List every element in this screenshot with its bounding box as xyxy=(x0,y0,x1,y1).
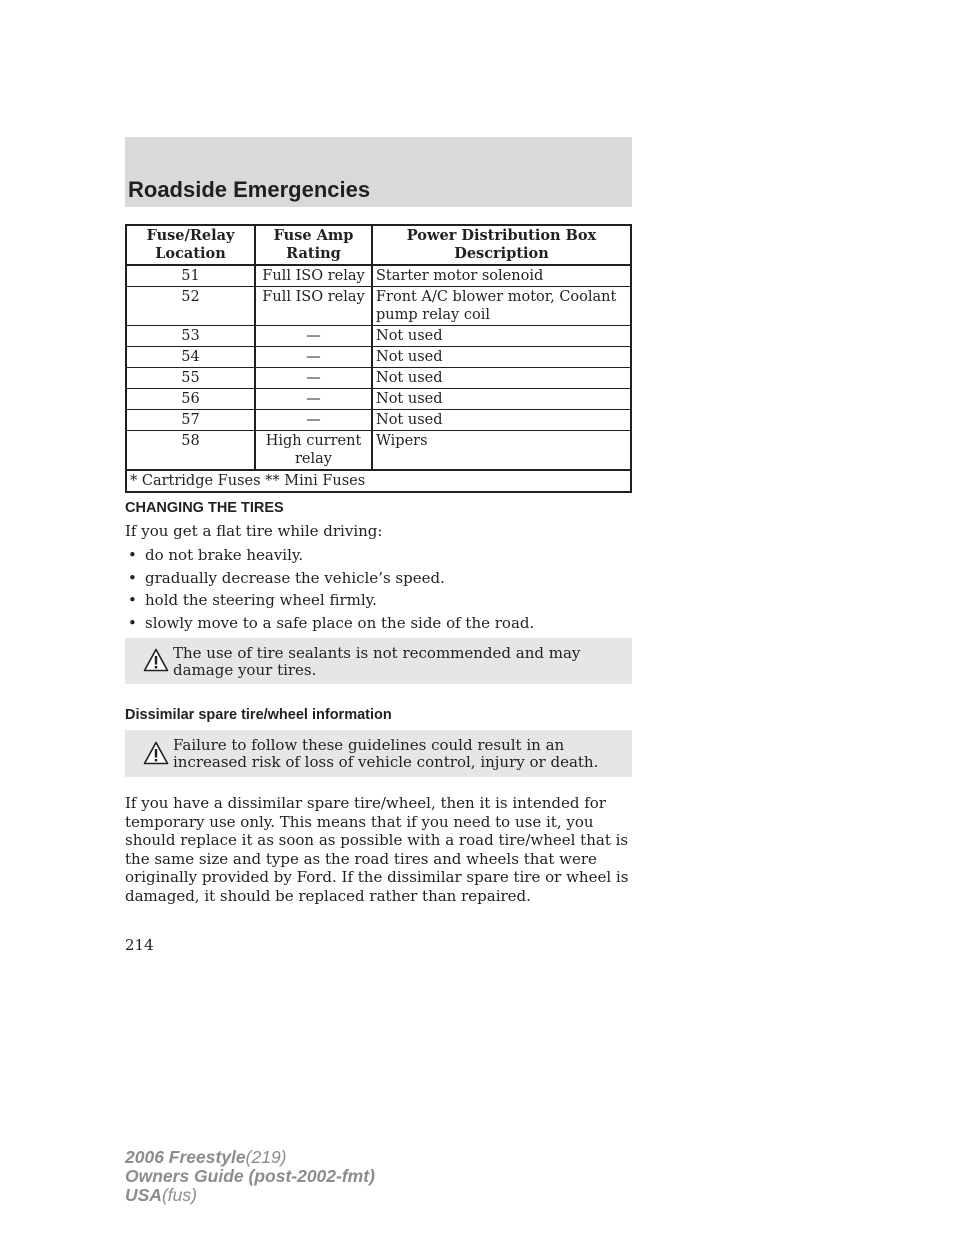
table-row xyxy=(126,326,631,347)
warning-text: Failure to follow these guidelines could result in an increased risk of loss of vehicle control, injury or death. xyxy=(173,736,599,771)
cell-rating: — xyxy=(255,368,372,389)
table-row xyxy=(126,389,631,410)
table-footnote-row xyxy=(126,470,631,492)
cell-rating: High current relay xyxy=(255,431,372,471)
cell-location: 51 xyxy=(126,265,255,287)
col-header-description: Power Distribution Box Description xyxy=(372,225,631,265)
footer-page-code: (219) xyxy=(245,1147,287,1167)
cell-location: 58 xyxy=(126,431,255,471)
bullet-icon: • xyxy=(128,568,137,587)
bullet-icon: • xyxy=(128,613,137,632)
table-row xyxy=(126,410,631,431)
cell-location: 54 xyxy=(126,347,255,368)
section-heading-changing-tires: CHANGING THE TIRES xyxy=(125,500,284,516)
bullet-icon: • xyxy=(128,591,137,609)
table-row xyxy=(126,368,631,389)
section-heading-spare: Dissimilar spare tire/wheel information xyxy=(125,707,392,723)
cell-description: Not used xyxy=(372,368,631,389)
cell-location: 56 xyxy=(126,389,255,410)
cell-location: 53 xyxy=(126,326,255,347)
footer-model: 2006 Freestyle xyxy=(125,1147,246,1167)
section-header-band xyxy=(125,137,632,207)
cell-description: Not used xyxy=(372,326,631,347)
cell-location: 52 xyxy=(126,287,255,326)
cell-description: Starter motor solenoid xyxy=(372,265,631,287)
cell-rating: — xyxy=(255,389,372,410)
warning-triangle-icon xyxy=(143,648,169,672)
cell-rating: Full ISO relay xyxy=(255,287,372,326)
list-item xyxy=(125,591,534,614)
cell-rating: — xyxy=(255,326,372,347)
list-item-text: do not brake heavily. xyxy=(145,546,304,564)
cell-description: Not used xyxy=(372,389,631,410)
paragraph-spare-body: If you have a dissimilar spare tire/wheel, then it is intended for temporary use only. This means that if you need to use it, you should replace it as soon as possible with a road tire/wheel that is the same size and type as the road tires and wheels that were originally provided by Ford. If the dissimilar spare tire or wheel is damaged, it should be replaced rather than repaired. xyxy=(125,794,629,905)
footer-guide: Owners Guide (post-2002-fmt) xyxy=(125,1166,375,1186)
bullet-icon: • xyxy=(128,546,137,564)
footer-market: USA xyxy=(125,1185,162,1205)
section-title: Roadside Emergencies xyxy=(128,177,371,202)
col-header-location: Fuse/Relay Location xyxy=(126,225,255,265)
cell-location: 55 xyxy=(126,368,255,389)
footer-market-code: (fus) xyxy=(161,1185,197,1205)
warning-triangle-icon xyxy=(143,741,169,765)
col-header-rating: Fuse Amp Rating xyxy=(255,225,372,265)
list-item-text: hold the steering wheel firmly. xyxy=(145,591,377,609)
warning-box-sealants xyxy=(125,638,632,684)
list-item xyxy=(125,569,534,592)
table-row xyxy=(126,347,631,368)
table-footnote: * Cartridge Fuses ** Mini Fuses xyxy=(126,470,631,492)
list-item xyxy=(125,614,534,637)
list-item-text: gradually decrease the vehicle’s speed. xyxy=(145,568,445,587)
warning-text: The use of tire sealants is not recommended and may damage your tires. xyxy=(173,644,581,679)
cell-location: 57 xyxy=(126,410,255,431)
cell-description: Front A/C blower motor, Coolant pump relay coil xyxy=(372,287,631,326)
table-row xyxy=(126,265,631,287)
table-row xyxy=(126,287,631,326)
warning-box-guidelines xyxy=(125,730,632,777)
cell-description: Wipers xyxy=(372,431,631,471)
fuse-table xyxy=(125,224,632,493)
list-item xyxy=(125,546,534,569)
cell-rating: — xyxy=(255,347,372,368)
table-header-row xyxy=(126,225,631,265)
cell-description: Not used xyxy=(372,347,631,368)
document-footer xyxy=(125,1148,375,1205)
cell-description: Not used xyxy=(372,410,631,431)
list-item-text: slowly move to a safe place on the side of the road. xyxy=(145,613,535,632)
cell-rating: Full ISO relay xyxy=(255,265,372,287)
cell-rating: — xyxy=(255,410,372,431)
paragraph-intro: If you get a flat tire while driving: xyxy=(125,522,383,540)
page-number: 214 xyxy=(125,936,154,954)
table-row xyxy=(126,431,631,471)
bullet-list xyxy=(125,546,534,636)
